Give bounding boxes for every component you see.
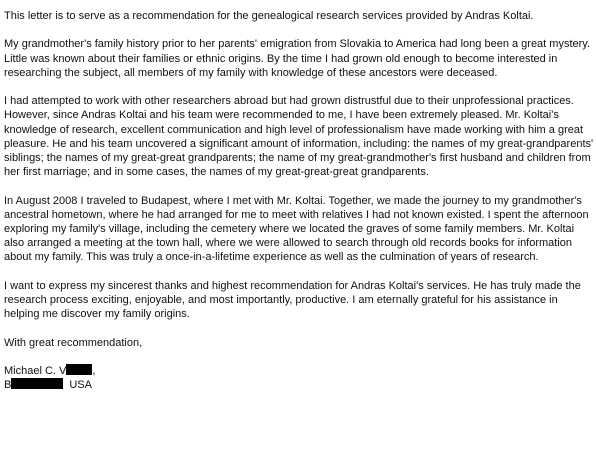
letter-paragraph-budapest-trip: In August 2008 I traveled to Budapest, where I met with Mr. Koltai. Together, we made the journey to my grandmother's ancestral hometown, where he had arranged for me to meet with relatives I had not known existed. I spent the afternoon exploring my family's village, including the cemetery where we located the graves of some family members. Mr. Koltai also arranged a meeting at the town hall, where we were allowed to search through old records books for information about my family. This was truly a once-in-a-lifetime experience as well as the culmination of years of research. (4, 194, 589, 264)
signature-name-suffix: , (92, 364, 96, 377)
signature-location-suffix: USA (69, 379, 92, 392)
signature-name-prefix: Michael C. V (4, 364, 67, 377)
letter-paragraph-thanks: I want to express my sincerest thanks and highest recommendation for Andras Koltai's services. He has truly made the research process exciting, enjoyable, and most importantly, productive. I am eternally grateful for his assistance in helping me discover my family origins. (4, 279, 581, 321)
signature-block (4, 364, 594, 392)
signature-name-line (4, 364, 594, 378)
letter-paragraph-family-history: My grandmother's family history prior to her parents' emigration from Slovakia to America had long been a great mystery. Little was known about their families or ethnic origins. By the time I had grown old enough to become interested in researching the subject, all members of my family with knowledge of these ancestors were deceased. (4, 38, 591, 79)
redaction-bar (11, 378, 63, 389)
letter-closing: With great recommendation, (4, 336, 143, 349)
redaction-bar (66, 364, 92, 375)
signature-location-line (4, 378, 594, 392)
letter-body (4, 9, 594, 392)
letter-paragraph-intro: This letter is to serve as a recommendation for the genealogical research services provided by Andras Koltai. (4, 10, 534, 22)
signature-location-prefix: B (4, 379, 12, 392)
letter-paragraph-research-experience: I had attempted to work with other researchers abroad but had grown distrustful due to their unprofessional practices. However, since Andras Koltai and his team were recommended to me, I have been extremely pleased. Mr. Koltai's knowledge of research, excellent communication and high level of professionalism have made working with him a great pleasure. He and his team uncovered a significant amount of information, including: the names of my great-grandparents' siblings; the names of my great-great grandparents; the name of my great-grandmother's first husband and children from her first marriage; and in some cases, the names of my great-great-great grandparents. (4, 95, 594, 179)
